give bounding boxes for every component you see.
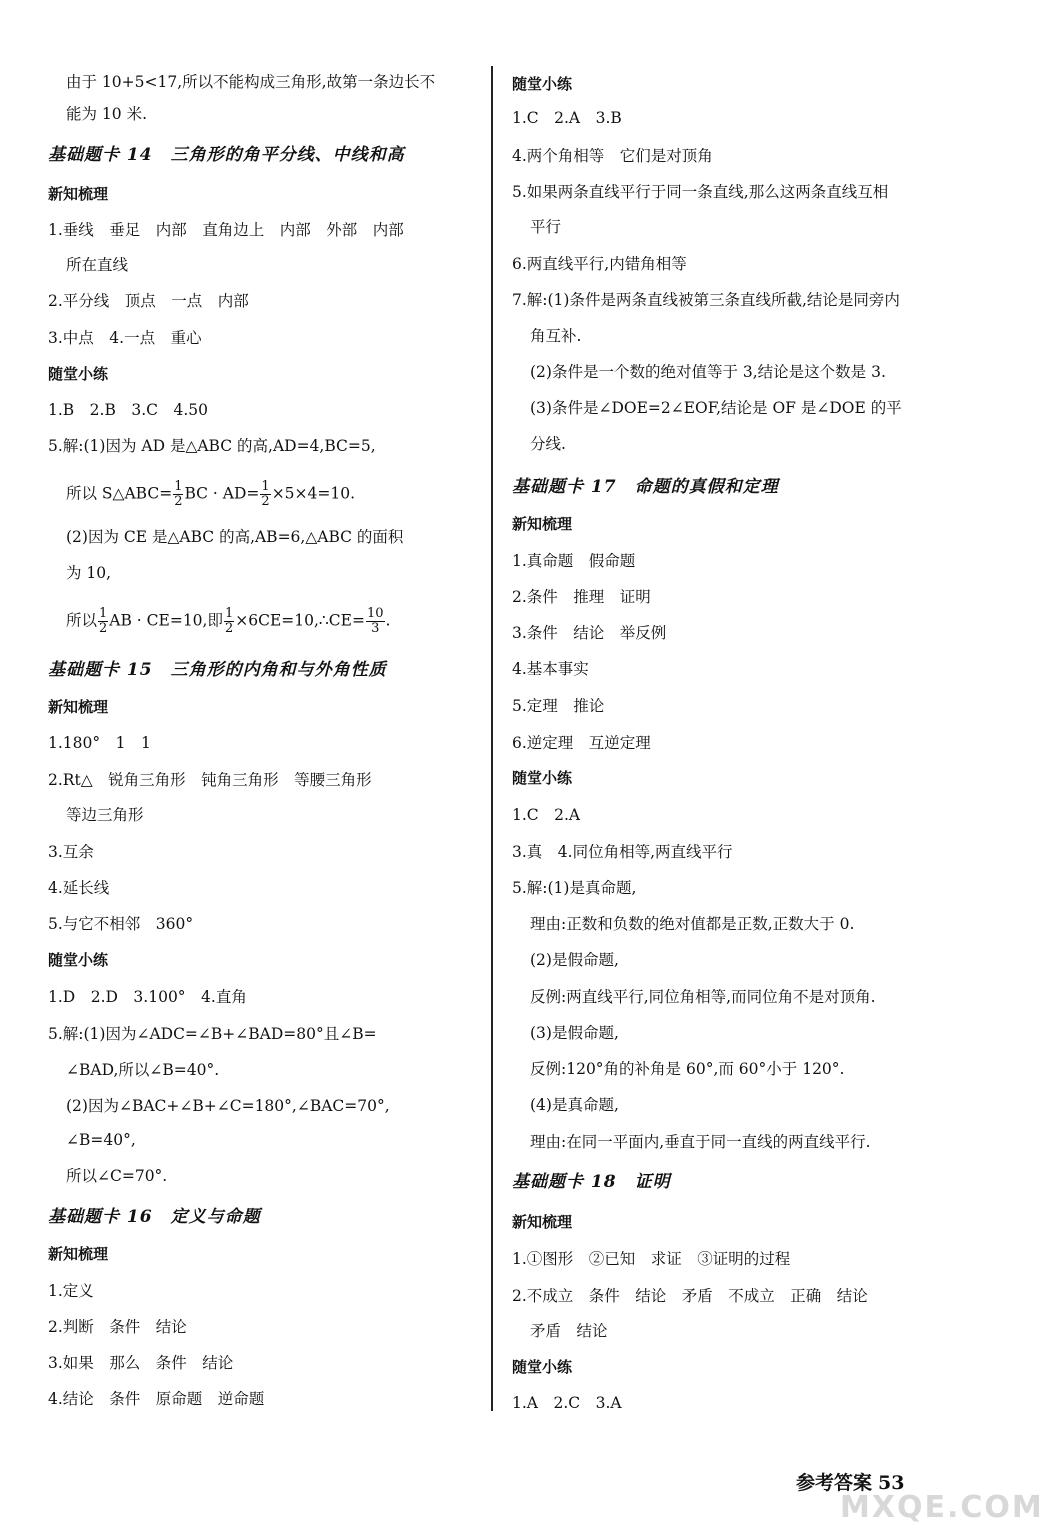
- answer-line: 2.判断 条件 结论: [48, 1318, 187, 1336]
- answer-line: 3.条件 结论 举反例: [512, 624, 667, 642]
- answer-line: (3)条件是∠DOE=2∠EOF,结论是 OF 是∠DOE 的平: [530, 399, 902, 417]
- answer-line: (3)是假命题,: [530, 1024, 619, 1042]
- answer-line: 所以∠C=70°.: [66, 1167, 168, 1185]
- text-line: 由于 10+5<17,所以不能构成三角形,故第一条边长不: [66, 73, 436, 91]
- answer-line: 1.C 2.A 3.B: [512, 109, 622, 127]
- section-label: 新知梳理: [48, 698, 109, 716]
- column-divider: [491, 66, 493, 1411]
- fraction: [173, 480, 183, 509]
- formula-text: AB · CE=10,即: [109, 611, 223, 630]
- section-label: 新知梳理: [48, 185, 109, 203]
- answer-line: 1.①图形 ②已知 求证 ③证明的过程: [512, 1250, 791, 1268]
- answer-line: 2.平分线 顶点 一点 内部: [48, 292, 249, 310]
- numerator: 1: [261, 479, 270, 494]
- fraction: [98, 607, 108, 636]
- watermark: MXQE.COM: [840, 1490, 1044, 1525]
- section-label: 随堂小练: [48, 365, 109, 383]
- formula-text: ×6CE=10,∴CE=: [235, 611, 365, 630]
- section-label: 新知梳理: [512, 1213, 573, 1231]
- formula-text: BC · AD=: [184, 484, 260, 503]
- answer-line: 2.Rt△ 锐角三角形 钝角三角形 等腰三角形: [48, 771, 372, 789]
- fraction: [224, 607, 234, 636]
- answer-line: 3.如果 那么 条件 结论: [48, 1354, 234, 1372]
- denominator: 2: [224, 621, 234, 636]
- answer-line: 平行: [530, 218, 562, 236]
- answer-line: 3.真 4.同位角相等,两直线平行: [512, 843, 733, 861]
- fraction: [366, 607, 385, 636]
- card-heading: 基础题卡 14 三角形的角平分线、中线和高: [48, 145, 405, 165]
- denominator: 2: [174, 494, 183, 509]
- formula-text: 所以: [66, 611, 98, 630]
- formula-line: [66, 607, 390, 636]
- answer-line: 5.解:(1)是真命题,: [512, 879, 637, 897]
- answer-line: (2)因为∠BAC+∠B+∠C=180°,∠BAC=70°,: [66, 1097, 390, 1115]
- answer-line: 1.真命题 假命题: [512, 552, 636, 570]
- denominator: 2: [99, 621, 108, 636]
- answer-line: ∠B=40°,: [66, 1131, 136, 1149]
- numerator: 1: [99, 606, 108, 621]
- answer-line: 4.结论 条件 原命题 逆命题: [48, 1390, 265, 1408]
- denominator: 2: [261, 494, 270, 509]
- formula-text: 所以 S△ABC=: [66, 484, 173, 503]
- text-line: 能为 10 米.: [66, 105, 148, 123]
- answer-line: 2.条件 推理 证明: [512, 588, 651, 606]
- section-label: 新知梳理: [48, 1245, 109, 1263]
- numerator: 1: [174, 479, 183, 494]
- card-heading: 基础题卡 16 定义与命题: [48, 1207, 261, 1227]
- page-number: 53: [878, 1472, 905, 1494]
- answer-line: 3.中点 4.一点 重心: [48, 329, 202, 347]
- section-label: 随堂小练: [512, 75, 573, 93]
- answer-line: 角互补.: [530, 327, 582, 345]
- answer-line: 1.垂线 垂足 内部 直角边上 内部 外部 内部: [48, 221, 404, 239]
- section-label: 随堂小练: [48, 951, 109, 969]
- answer-line: 1.B 2.B 3.C 4.50: [48, 401, 209, 419]
- answer-line: (2)条件是一个数的绝对值等于 3,结论是这个数是 3.: [530, 363, 886, 381]
- answer-line: 反例:两直线平行,同位角相等,而同位角不是对顶角.: [530, 988, 876, 1006]
- answer-line: 6.逆定理 互逆定理: [512, 734, 651, 752]
- footer-label: 参考答案: [796, 1472, 873, 1494]
- answer-line: 6.两直线平行,内错角相等: [512, 255, 687, 273]
- answer-line: 等边三角形: [66, 806, 144, 824]
- answer-line: 5.如果两条直线平行于同一条直线,那么这两条直线互相: [512, 183, 889, 201]
- answer-line: (4)是真命题,: [530, 1096, 619, 1114]
- numerator: 1: [224, 606, 234, 621]
- answer-line: 5.解:(1)因为 AD 是△ABC 的高,AD=4,BC=5,: [48, 437, 376, 455]
- answer-line: 1.A 2.C 3.A: [512, 1394, 622, 1412]
- answer-line: 4.两个角相等 它们是对顶角: [512, 147, 713, 165]
- answer-line: 5.与它不相邻 360°: [48, 915, 194, 933]
- answer-line: 1.定义: [48, 1282, 94, 1300]
- denominator: 3: [371, 621, 380, 636]
- answer-line: 1.180° 1 1: [48, 734, 151, 752]
- formula-text: ×5×4=10.: [271, 484, 356, 503]
- answer-line: 1.C 2.A: [512, 806, 581, 824]
- numerator: 10: [366, 606, 384, 621]
- answer-line: 2.不成立 条件 结论 矛盾 不成立 正确 结论: [512, 1287, 868, 1305]
- answer-line: ∠BAD,所以∠B=40°.: [66, 1061, 220, 1079]
- answer-line: 分线.: [530, 435, 566, 453]
- answer-line: 所在直线: [66, 256, 129, 274]
- section-label: 随堂小练: [512, 1358, 573, 1376]
- formula-text: .: [385, 611, 391, 630]
- answer-line: 为 10,: [66, 564, 112, 582]
- answer-line: 3.互余: [48, 843, 94, 861]
- answer-line: (2)是假命题,: [530, 951, 619, 969]
- card-heading: 基础题卡 17 命题的真假和定理: [512, 477, 779, 497]
- answer-line: 理由:正数和负数的绝对值都是正数,正数大于 0.: [530, 915, 855, 933]
- section-label: 随堂小练: [512, 769, 573, 787]
- answer-line: (2)因为 CE 是△ABC 的高,AB=6,△ABC 的面积: [66, 528, 404, 546]
- answer-line: 4.基本事实: [512, 660, 589, 678]
- card-heading: 基础题卡 18 证明: [512, 1172, 671, 1192]
- formula-line: [66, 480, 355, 509]
- card-heading: 基础题卡 15 三角形的内角和与外角性质: [48, 660, 387, 680]
- answer-line: 7.解:(1)条件是两条直线被第三条直线所截,结论是同旁内: [512, 291, 900, 309]
- fraction: [260, 480, 270, 509]
- section-label: 新知梳理: [512, 515, 573, 533]
- answer-line: 反例:120°角的补角是 60°,而 60°小于 120°.: [530, 1060, 845, 1078]
- answer-line: 矛盾 结论: [530, 1322, 608, 1340]
- answer-line: 理由:在同一平面内,垂直于同一直线的两直线平行.: [530, 1133, 871, 1151]
- answer-line: 5.解:(1)因为∠ADC=∠B+∠BAD=80°且∠B=: [48, 1025, 377, 1043]
- answer-line: 1.D 2.D 3.100° 4.直角: [48, 988, 247, 1006]
- answer-line: 5.定理 推论: [512, 697, 605, 715]
- answer-line: 4.延长线: [48, 879, 110, 897]
